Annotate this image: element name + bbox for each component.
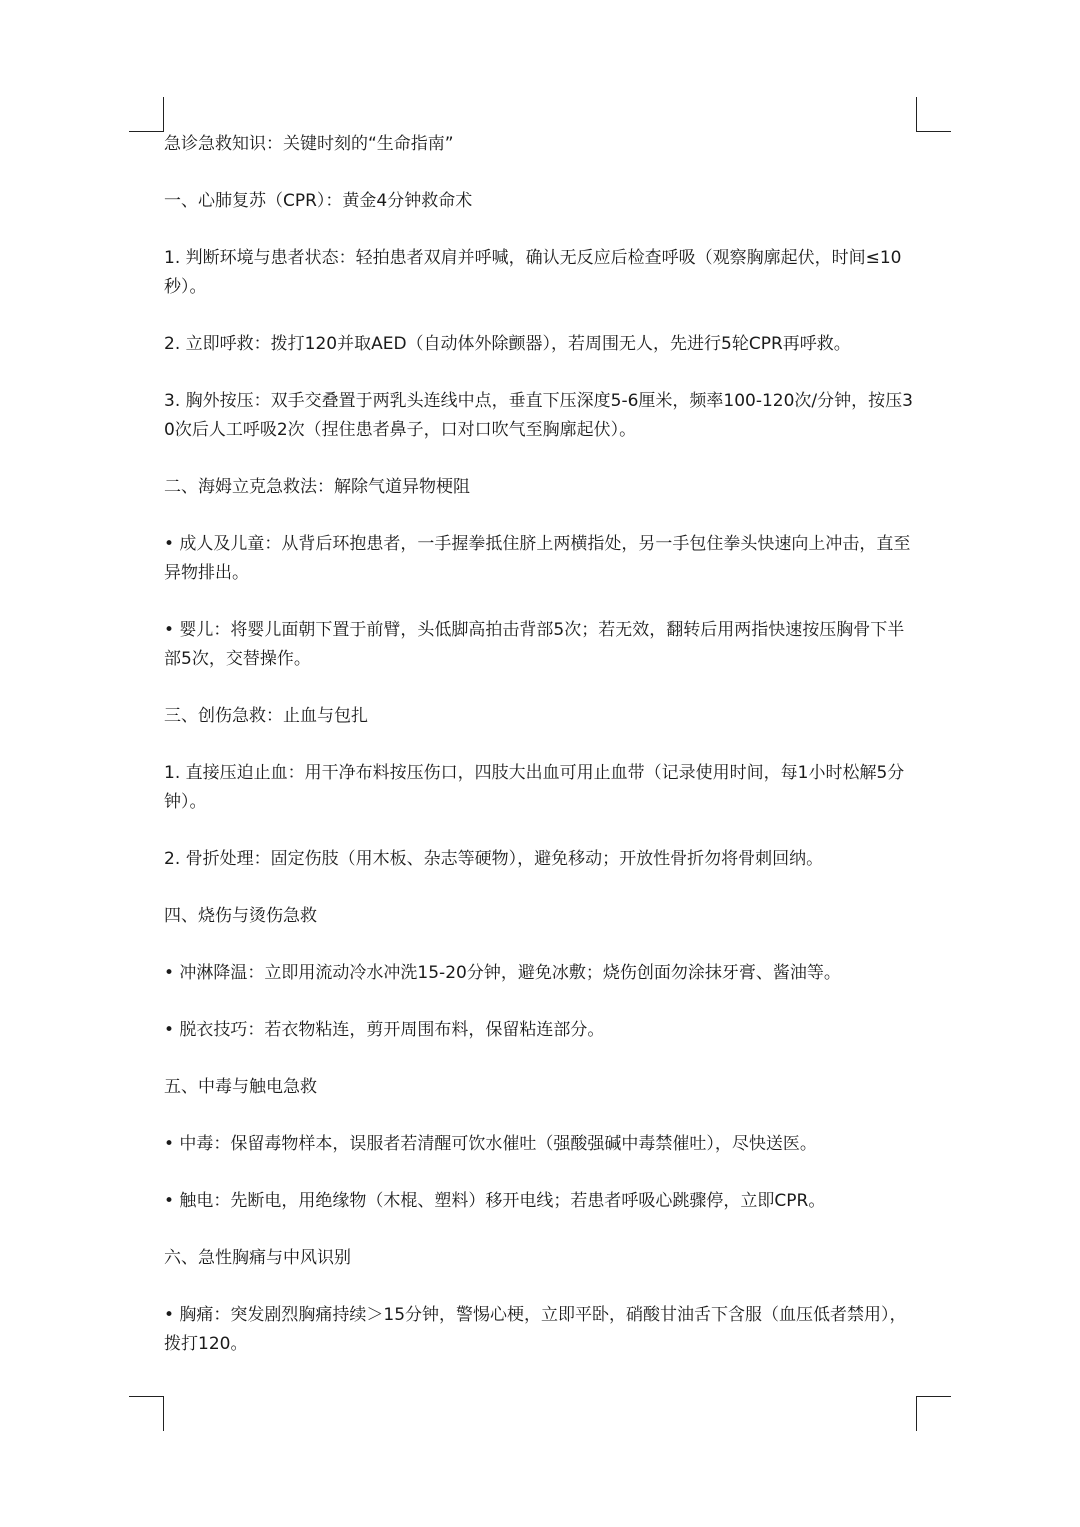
document-body (164, 130, 916, 1387)
paragraph: 1. 判断环境与患者状态：轻拍患者双肩并呼喊，确认无反应后检查呼吸（观察胸廓起伏，时间≤10秒）。 (164, 248, 902, 297)
paragraph: • 中毒：保留毒物样本，误服者若清醒可饮水催吐（强酸强碱中毒禁催吐），尽快送医。 (164, 1134, 817, 1154)
section-heading-heimlich: 二、海姆立克急救法：解除气道异物梗阻 (164, 477, 470, 497)
paragraph: • 触电：先断电，用绝缘物（木棍、塑料）移开电线；若患者呼吸心跳骤停，立即CPR。 (164, 1191, 826, 1211)
paragraph: 3. 胸外按压：双手交叠置于两乳头连线中点，垂直下压深度5-6厘米，频率100-120次/分钟，按压30次后人工呼吸2次（捏住患者鼻子，口对口吹气至胸廓起伏）。 (164, 391, 913, 440)
section-heading-poisoning: 五、中毒与触电急救 (164, 1077, 317, 1097)
paragraph: 1. 直接压迫止血：用干净布料按压伤口，四肢大出血可用止血带（记录使用时间，每1小时松解5分钟）。 (164, 763, 905, 812)
paragraph: • 成人及儿童：从背后环抱患者，一手握拳抵住脐上两横指处，另一手包住拳头快速向上冲击，直至异物排出。 (164, 534, 911, 583)
section-heading-trauma: 三、创伤急救：止血与包扎 (164, 706, 368, 726)
crop-mark-top-left (129, 97, 164, 132)
paragraph: • 婴儿：将婴儿面朝下置于前臂，头低脚高拍击背部5次；若无效，翻转后用两指快速按压胸骨下半部5次，交替操作。 (164, 620, 905, 669)
paragraph: 2. 立即呼救：拨打120并取AED（自动体外除颤器），若周围无人，先进行5轮CPR再呼救。 (164, 334, 851, 354)
document-title: 急诊急救知识：关键时刻的“生命指南” (164, 134, 454, 154)
section-heading-burns: 四、烧伤与烫伤急救 (164, 906, 317, 926)
paragraph: • 冲淋降温：立即用流动冷水冲洗15-20分钟，避免冰敷；烧伤创面勿涂抹牙膏、酱油等。 (164, 963, 841, 983)
crop-mark-top-right (916, 97, 951, 132)
section-heading-chest-pain-stroke: 六、急性胸痛与中风识别 (164, 1248, 351, 1268)
paragraph: • 脱衣技巧：若衣物粘连，剪开周围布料，保留粘连部分。 (164, 1020, 605, 1040)
crop-mark-bottom-left (129, 1396, 164, 1431)
paragraph: • 胸痛：突发剧烈胸痛持续＞15分钟，警惕心梗，立即平卧，硝酸甘油舌下含服（血压低者禁用），拨打120。 (164, 1305, 907, 1354)
section-heading-cpr: 一、心肺复苏（CPR）：黄金4分钟救命术 (164, 191, 473, 211)
paragraph: 2. 骨折处理：固定伤肢（用木板、杂志等硬物），避免移动；开放性骨折勿将骨刺回纳。 (164, 849, 824, 869)
crop-mark-bottom-right (916, 1396, 951, 1431)
